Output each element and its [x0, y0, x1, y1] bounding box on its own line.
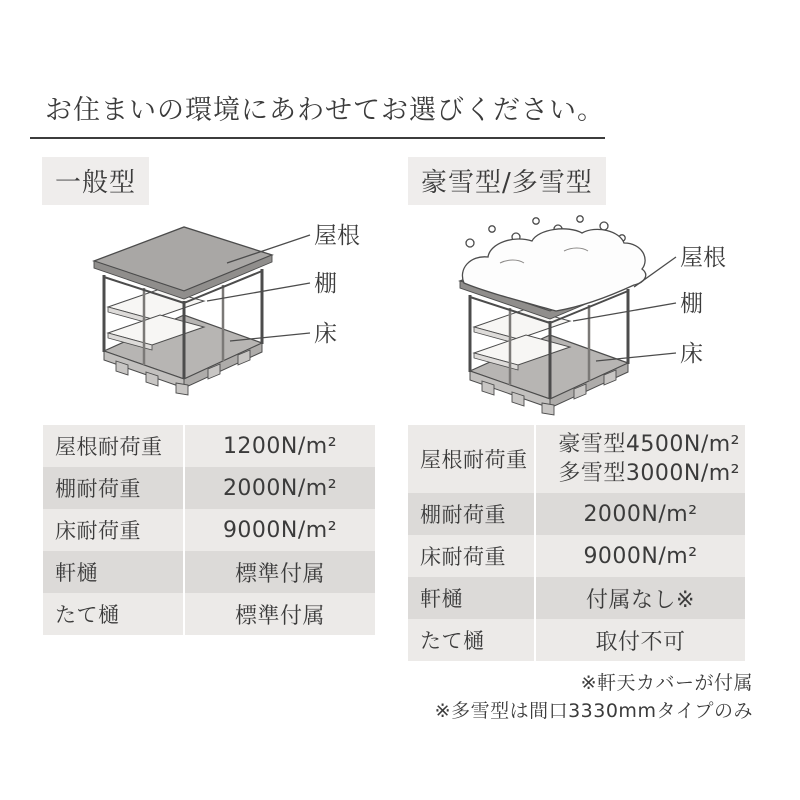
heavy-snow-spec-table	[408, 425, 745, 661]
general-spec-table	[43, 425, 375, 635]
footnote-eaves-cover: ※軒天カバーが付属	[580, 672, 753, 694]
diagram-label-shelf: 棚	[314, 271, 337, 297]
general-type-header: 一般型	[42, 157, 149, 205]
spec-value: 標準付属	[234, 561, 325, 587]
spec-row	[43, 425, 375, 467]
diagram-label-roof: 屋根	[314, 223, 360, 249]
shed-comparison-infographic	[30, 88, 770, 725]
spec-label: たて樋	[408, 619, 536, 661]
footnotes	[408, 669, 753, 725]
snow-shed-diagram-icon	[408, 211, 738, 423]
spec-label: 床耐荷重	[408, 535, 536, 577]
spec-label: 屋根耐荷重	[43, 425, 185, 467]
general-shed-illustration	[42, 211, 387, 423]
diagram-label-floor: 床	[680, 341, 703, 367]
spec-row	[408, 425, 745, 493]
diagram-label-floor: 床	[314, 321, 337, 347]
spec-label: 屋根耐荷重	[408, 425, 536, 493]
spec-value-line: 多雪型3000N/m²	[558, 461, 740, 486]
spec-label: たて樋	[43, 593, 185, 635]
spec-value: 標準付属	[234, 603, 325, 629]
heavy-snow-type-header: 豪雪型/多雪型	[408, 157, 606, 205]
spec-row	[43, 467, 375, 509]
spec-value: 取付不可	[595, 629, 686, 655]
shed-diagram-icon	[42, 211, 372, 423]
heavy-snow-shed-illustration	[408, 211, 753, 423]
spec-row	[43, 509, 375, 551]
spec-row	[408, 493, 745, 535]
spec-value: 9000N/m²	[583, 543, 698, 569]
spec-label: 軒樋	[408, 577, 536, 619]
spec-row	[408, 535, 745, 577]
spec-row	[408, 619, 745, 661]
spec-value: 1200N/m²	[222, 433, 338, 459]
spec-label: 棚耐荷重	[408, 493, 536, 535]
spec-value	[536, 425, 745, 493]
section-heavy-snow-type	[408, 157, 753, 725]
diagram-label-shelf: 棚	[680, 291, 703, 317]
spec-label: 床耐荷重	[43, 509, 185, 551]
section-general-type	[42, 157, 387, 725]
footnote-multi-snow-width: ※多雪型は間口3330mmタイプのみ	[434, 700, 753, 722]
spec-row	[43, 593, 375, 635]
spec-value: 2000N/m²	[222, 475, 338, 501]
spec-row	[43, 551, 375, 593]
spec-row	[408, 577, 745, 619]
page-title: お住まいの環境にあわせてお選びください。	[30, 88, 605, 139]
diagram-label-roof: 屋根	[680, 245, 726, 271]
spec-value: 付属なし※	[586, 587, 695, 613]
spec-value-line: 豪雪型4500N/m²	[558, 432, 740, 457]
comparison-columns	[30, 157, 770, 725]
spec-value: 2000N/m²	[583, 501, 698, 527]
spec-label: 軒樋	[43, 551, 185, 593]
spec-value: 9000N/m²	[222, 517, 338, 543]
spec-label: 棚耐荷重	[43, 467, 185, 509]
